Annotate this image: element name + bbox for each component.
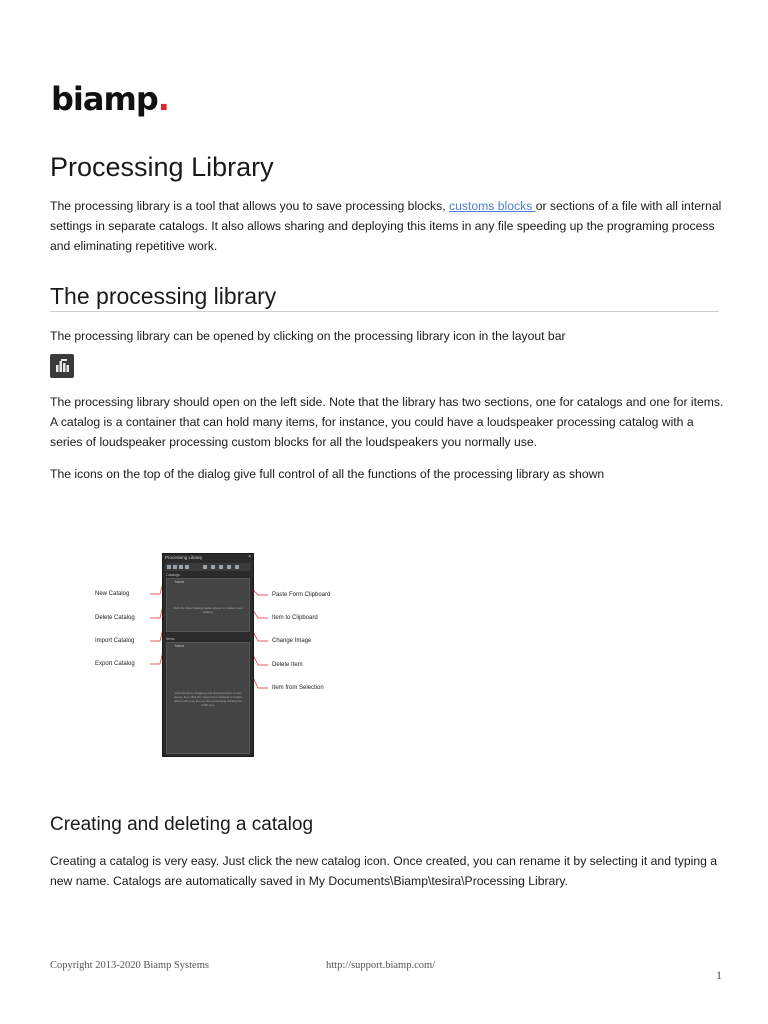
dialog-toolbar — [165, 563, 251, 571]
items-panel — [166, 642, 250, 754]
callout-delete-catalog: Delete Catalog — [95, 615, 135, 621]
callout-export-catalog: Export Catalog — [95, 661, 135, 667]
new-catalog-icon — [167, 565, 171, 569]
catalogs-label: Catalogs — [166, 573, 180, 577]
callout-new-catalog: New Catalog — [95, 591, 130, 597]
section-heading-processing-library: The processing library — [50, 283, 719, 312]
section1-paragraph-2: The processing library should open on the left side. Note that the library has two sections, one for catalogs and one for items. A catalog is a container that can hold many items, for instance, you could have a loudspeaker processing catalog with a series of loudspeaker processing custom blocks for all the loudspeakers you normally use. — [50, 395, 724, 449]
custom-blocks-link[interactable]: customs blocks — [449, 199, 536, 213]
paste-from-clipboard-icon — [235, 565, 239, 569]
items-name-header: Name — [175, 644, 185, 648]
change-image-icon — [219, 565, 223, 569]
section1-paragraph-3: The icons on the top of the dialog give full control of all the functions of the processing library as shown — [50, 467, 605, 481]
section-heading-creating-catalog: Creating and deleting a catalog — [50, 814, 314, 835]
callout-delete-item: Delete Item — [272, 662, 303, 668]
dialog-title: Processing Library — [165, 555, 203, 560]
footer-copyright: Copyright 2013-2020 Biamp Systems — [50, 960, 209, 971]
delete-catalog-icon — [173, 565, 177, 569]
callout-paste-from-clipboard: Paste Form Clipboard — [272, 592, 331, 598]
item-hint: Add blocks by dragging and dropping them to this layout, then click the "Items From Selection" button above OR copy them to the processing holding the CTRL key. — [174, 691, 242, 707]
item-to-clipboard-icon — [227, 565, 231, 569]
item-from-selection-icon — [203, 565, 207, 569]
page-number: 1 — [716, 968, 722, 982]
callout-import-catalog: Import Catalog — [95, 638, 135, 644]
callout-item-to-clipboard: Item to Clipboard — [272, 615, 318, 621]
catalogs-name-header: Name — [175, 580, 185, 584]
section1-paragraph-1: The processing library can be opened by clicking on the processing library icon in the layout bar — [50, 329, 566, 343]
items-label: Items — [166, 637, 175, 641]
section2-paragraph-1: Creating a catalog is very easy. Just click the new catalog icon. Once created, you can rename it by selecting it and typing a new name. Catalogs are automatically saved in My Documents\Biamp\tesira\Processing Library. — [50, 854, 718, 888]
footer-url-link[interactable]: http://support.biamp.com/ — [326, 960, 436, 971]
callout-change-image: Change Image — [272, 638, 312, 644]
catalogs-panel — [166, 578, 250, 632]
delete-item-icon — [211, 565, 215, 569]
import-catalog-icon — [179, 565, 183, 569]
export-catalog-icon — [185, 565, 189, 569]
callout-item-from-selection: Item from Selection — [272, 685, 324, 691]
catalog-hint: Click the New Catalog button above to create a new catalog. — [173, 606, 243, 614]
intro-text-after: or sections of a file with all internal settings in separate catalogs. It also allows sharing and deploying this items in any file speeding up the programing process and eliminating repetitive work. — [50, 199, 722, 253]
biamp-logo: biamp. — [51, 80, 169, 118]
intro-text-before: The processing library is a tool that allows you to save processing blocks, — [50, 199, 449, 213]
processing-library-dialog — [162, 553, 254, 757]
page-title: Processing Library — [50, 152, 274, 182]
close-icon: × — [248, 554, 251, 560]
